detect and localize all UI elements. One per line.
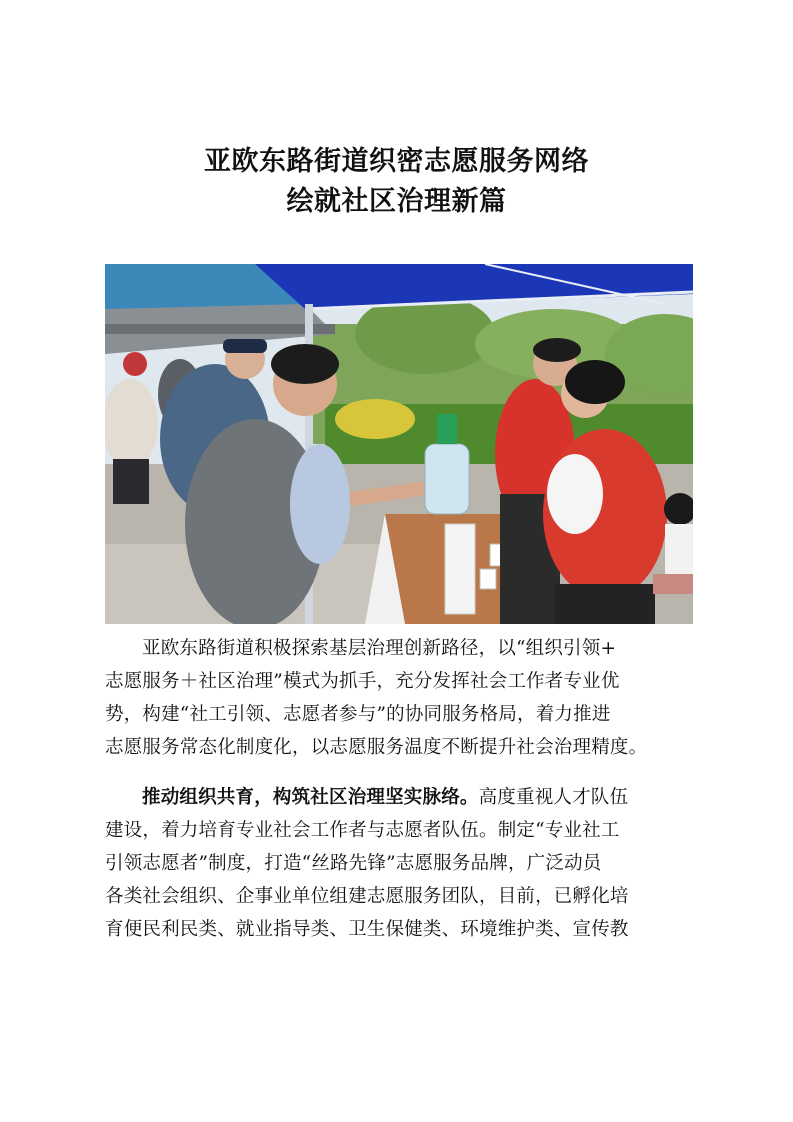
document-title-line-2: 绘就社区治理新篇 [286,186,507,217]
paragraph-2-line-4: 各类社会组织、企事业单位组建志愿服务团队，目前，已孵化培 [105,886,629,907]
paragraph-2-line-3: 引领志愿者”制度，打造“丝路先锋”志愿服务品牌，广泛动员 [105,853,602,874]
paragraph-1 [105,632,693,764]
paragraph-2-line-5: 育便民利民类、就业指导类、卫生保健类、环境维护类、宣传教 [105,919,629,940]
paragraph-2-line-2: 建设，着力培育专业社会工作者与志愿者队伍。制定“专业社工 [105,820,620,841]
paragraph-2-lead-bold: 推动组织共育，构筑社区治理坚实脉络。 [142,787,479,808]
paragraph-1-line-1: 亚欧东路街道积极探索基层治理创新路径，以“组织引领+ [142,638,617,659]
paragraph-1-line-4: 志愿服务常态化制度化，以志愿服务温度不断提升社会治理精度。 [105,737,648,758]
paragraph-2-line-1 [105,781,693,814]
paragraph-1-line-2: 志愿服务＋社区治理”模式为抓手，充分发挥社会工作者专业优 [105,671,620,692]
paragraph-2 [105,781,693,946]
paragraph-2-lead-rest: 高度重视人才队伍 [478,787,629,808]
paragraph-1-line-3: 势，构建“社工引领、志愿者参与”的协同服务格局，着力推进 [105,704,611,725]
volunteer-water-station-photo [105,264,693,624]
document-title-line-1: 亚欧东路街道织密志愿服务网络 [204,146,589,177]
